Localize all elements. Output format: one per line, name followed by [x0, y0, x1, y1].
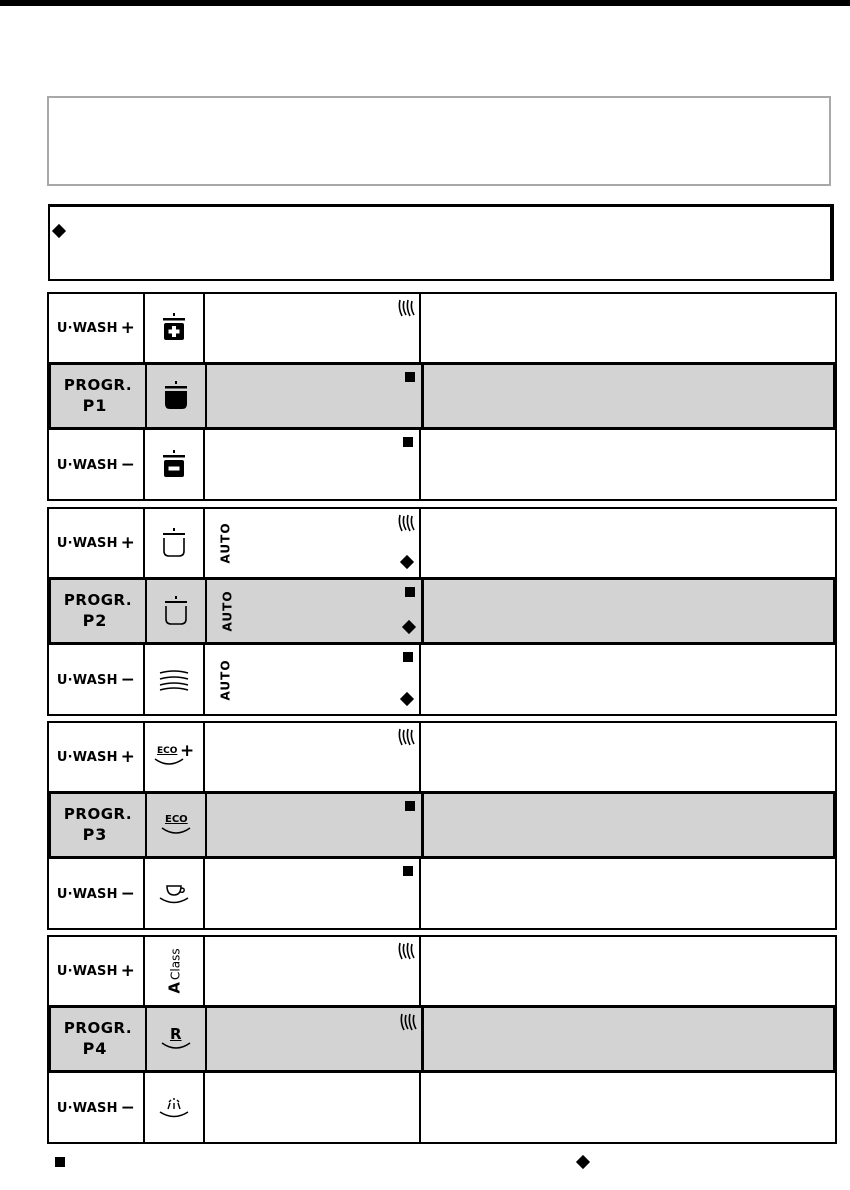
- marker-cell: [201, 723, 417, 791]
- program-number: P1: [82, 396, 108, 415]
- marker-cell: [203, 1008, 419, 1070]
- diamond-icon: [576, 1155, 590, 1169]
- description-cell: [421, 1008, 833, 1070]
- square-icon: [55, 1157, 65, 1167]
- legend-square: [55, 1152, 65, 1171]
- marker-cell: [201, 430, 417, 499]
- uwash-label: U·WASH: [56, 1100, 118, 1116]
- eco-text: ECO: [157, 746, 178, 756]
- progr-text: PROGR.: [63, 591, 133, 609]
- plus-sign: +: [120, 961, 136, 981]
- pot-outline-icon: [143, 509, 205, 577]
- marker-cell: [201, 509, 417, 577]
- diamond-marker: [400, 555, 414, 569]
- minus-sign: −: [120, 454, 136, 475]
- plus-sign: +: [120, 533, 136, 553]
- description-cell: [419, 937, 835, 1005]
- uwash-label: U·WASH: [56, 457, 118, 473]
- legend-diamond: [578, 1152, 588, 1171]
- plus-sign: +: [120, 747, 136, 767]
- table-row: [49, 430, 835, 499]
- marker-cell: [201, 1073, 417, 1142]
- a-letter: A: [165, 981, 184, 994]
- minus-sign: −: [120, 883, 136, 904]
- description-cell: [421, 365, 833, 427]
- description-cell: [421, 794, 833, 856]
- program-group-p4: [47, 935, 837, 1144]
- program-group-p2: [47, 507, 837, 716]
- progr-text: PROGR.: [63, 805, 133, 823]
- uwash-label: U·WASH: [56, 536, 118, 551]
- description-cell: [419, 509, 835, 577]
- progr-text: PROGR.: [63, 1019, 133, 1037]
- progr-label: [51, 794, 145, 856]
- marker-cell: [201, 937, 417, 1005]
- description-cell: [419, 1073, 835, 1142]
- uwash-plus-label: [49, 723, 143, 791]
- table-row: [49, 859, 835, 928]
- description-cell: [421, 580, 833, 642]
- uwash-minus-label: [49, 430, 143, 499]
- progr-label: [51, 1008, 145, 1070]
- table-row: [49, 509, 835, 577]
- table-row-highlight: [48, 791, 836, 859]
- hi-icon: [399, 1012, 417, 1036]
- uwash-minus-label: [49, 1073, 143, 1142]
- uwash-plus-label: [49, 509, 143, 577]
- minus-sign: −: [120, 669, 136, 690]
- rinse-icon: [145, 1008, 207, 1070]
- marker-cell: [203, 794, 419, 856]
- table-row: [49, 645, 835, 714]
- description-cell: [419, 645, 835, 714]
- square-marker: [405, 372, 415, 382]
- uwash-label: U·WASH: [56, 886, 118, 902]
- pot-outline-icon: [145, 580, 207, 642]
- table-row: [49, 723, 835, 791]
- cup-icon: [143, 859, 205, 928]
- uwash-label: U·WASH: [56, 672, 118, 688]
- a-class-icon: [143, 937, 205, 1005]
- pot-filled-icon: [145, 365, 207, 427]
- class-text: Class: [168, 948, 183, 980]
- square-marker: [403, 437, 413, 447]
- pot-minus-icon: [143, 430, 205, 499]
- program-group-p1: [47, 292, 837, 501]
- r-letter: R: [170, 1025, 182, 1043]
- table-row: [49, 1073, 835, 1142]
- uwash-label: U·WASH: [56, 321, 118, 336]
- eco-text: ECO: [165, 814, 188, 825]
- uwash-label: U·WASH: [56, 750, 118, 765]
- description-cell: [419, 294, 835, 362]
- uwash-plus-label: [49, 294, 143, 362]
- hi-icon: [397, 298, 415, 322]
- hi-icon: [397, 941, 415, 965]
- description-cell: [419, 723, 835, 791]
- marker-cell: [203, 365, 419, 427]
- table-row-highlight: [48, 577, 836, 645]
- auto-label: AUTO: [218, 522, 233, 564]
- hi-icon: [397, 727, 415, 751]
- table-row: [49, 294, 835, 362]
- table-row-highlight: [48, 1005, 836, 1073]
- square-marker: [403, 866, 413, 876]
- plus-mark: +: [180, 741, 195, 761]
- pot-plus-icon: [143, 294, 205, 362]
- progr-label: [51, 580, 145, 642]
- uwash-plus-label: [49, 937, 143, 1005]
- table-row-highlight: [48, 362, 836, 430]
- waves-icon: [143, 645, 205, 714]
- diamond-marker: [400, 692, 414, 706]
- hi-icon: [397, 513, 415, 537]
- uwash-minus-label: [49, 645, 143, 714]
- program-number: P4: [82, 1039, 108, 1058]
- minus-sign: −: [120, 1097, 136, 1118]
- marker-cell: [201, 645, 417, 714]
- uwash-minus-label: [49, 859, 143, 928]
- eco-plus-icon: [143, 723, 205, 791]
- auto-label: AUTO: [218, 658, 233, 701]
- program-group-p3: [47, 721, 837, 930]
- marker-cell: [201, 859, 417, 928]
- diamond-marker: [402, 620, 416, 634]
- progr-text: PROGR.: [63, 376, 133, 394]
- table-row: [49, 937, 835, 1005]
- uwash-label: U·WASH: [56, 964, 118, 979]
- description-cell: [419, 430, 835, 499]
- marker-cell: [201, 294, 417, 362]
- description-cell: [419, 859, 835, 928]
- square-marker: [405, 801, 415, 811]
- square-marker: [403, 652, 413, 662]
- prewash-icon: [143, 1073, 205, 1142]
- program-number: P3: [82, 825, 108, 844]
- header-box: [47, 96, 831, 186]
- eco-icon: [145, 794, 207, 856]
- square-marker: [405, 587, 415, 597]
- note-box: [48, 204, 834, 281]
- program-number: P2: [82, 611, 108, 630]
- progr-label: [51, 365, 145, 427]
- diamond-icon: [52, 224, 66, 238]
- plus-sign: +: [120, 318, 136, 338]
- top-rule: [0, 0, 850, 6]
- marker-cell: [203, 580, 419, 642]
- auto-label: AUTO: [220, 590, 235, 632]
